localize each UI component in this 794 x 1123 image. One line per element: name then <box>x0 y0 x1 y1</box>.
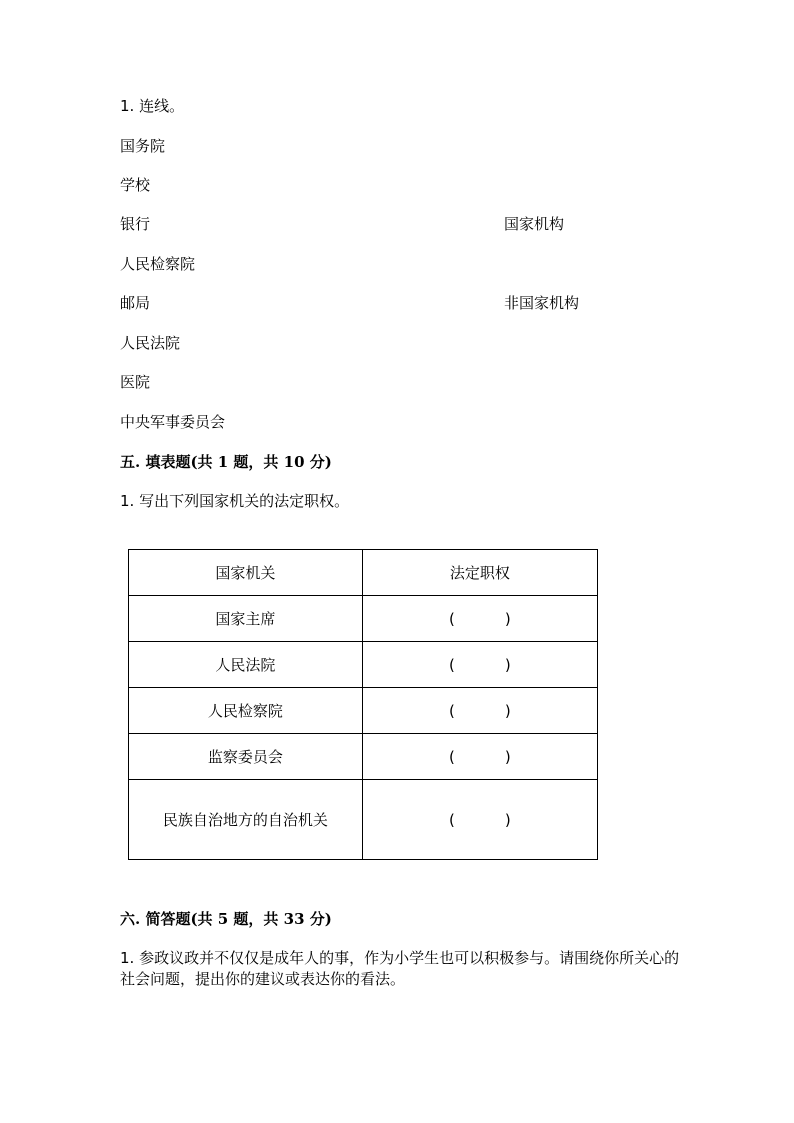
header-powers: 法定职权 <box>362 550 597 596</box>
left-item-state-council: 国务院 <box>120 137 166 155</box>
table-row <box>129 780 598 860</box>
organ-cell: 人民法院 <box>129 642 363 688</box>
organ-cell: 监察委员会 <box>129 734 363 780</box>
powers-table <box>128 549 598 860</box>
answer-cell[interactable]: ( ) <box>362 642 597 688</box>
table-row <box>129 642 598 688</box>
left-item-school: 学校 <box>120 176 151 194</box>
section6-question: 1. 参政议政并不仅仅是成年人的事，作为小学生也可以积极参与。请围绕你所关心的社会问题，提出你的建议或表达你的看法。 <box>120 949 680 988</box>
organ-cell: 国家主席 <box>129 596 363 642</box>
right-item-non-state-organ: 非国家机构 <box>504 294 580 312</box>
left-item-hospital: 医院 <box>120 373 151 391</box>
left-item-procuratorate: 人民检察院 <box>120 255 196 273</box>
organ-cell: 人民检察院 <box>129 688 363 734</box>
left-item-post-office: 邮局 <box>120 294 151 312</box>
answer-cell[interactable]: ( ) <box>362 780 597 860</box>
matching-instruction: 1. 连线。 <box>120 97 185 115</box>
answer-cell[interactable]: ( ) <box>362 688 597 734</box>
left-item-court: 人民法院 <box>120 334 181 352</box>
table-row <box>129 734 598 780</box>
answer-cell[interactable]: ( ) <box>362 734 597 780</box>
right-item-state-organ: 国家机构 <box>504 215 565 233</box>
table-row <box>129 688 598 734</box>
section5-question: 1. 写出下列国家机关的法定职权。 <box>120 492 350 510</box>
organ-cell <box>129 780 363 860</box>
section6-heading: 六. 简答题(共 5 题，共 33 分) <box>120 910 332 928</box>
table-row <box>129 596 598 642</box>
section5-heading: 五. 填表题(共 1 题，共 10 分) <box>120 453 332 471</box>
answer-cell[interactable]: ( ) <box>362 596 597 642</box>
table-header-row <box>129 550 598 596</box>
organ-cell-text: 民族自治地方的自治机关 <box>162 810 328 829</box>
left-item-bank: 银行 <box>120 215 151 233</box>
left-item-military-commission: 中央军事委员会 <box>120 413 226 431</box>
header-organ: 国家机关 <box>129 550 363 596</box>
